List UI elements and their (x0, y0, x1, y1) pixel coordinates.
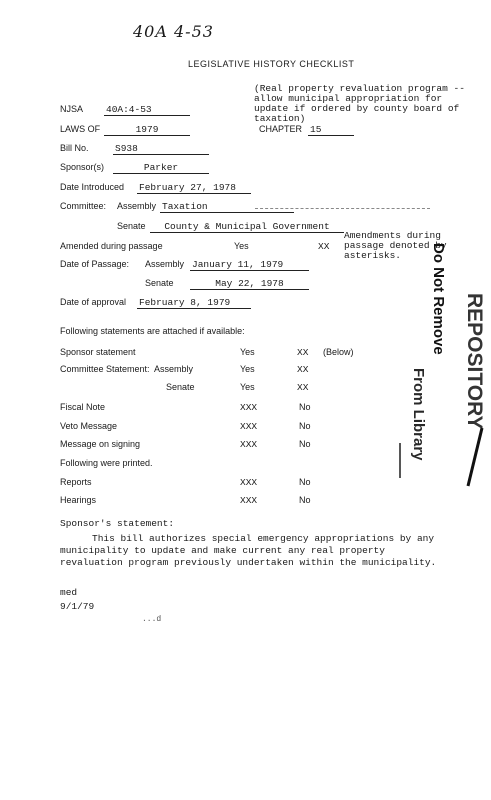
sponsor-statement-body: This bill authorizes special emergency appropriations by any municipality to update and make current any real property revaluation program previously undertaken within the municipality. (60, 533, 437, 568)
approval-value: February 8, 1979 (137, 297, 251, 309)
chapter-label: CHAPTER (259, 124, 303, 134)
passage-senate-value: May 22, 1978 (190, 278, 309, 290)
statement-mark: XXX (240, 402, 258, 413)
approval-label: Date of approval (60, 297, 127, 307)
passage-label: Date of Passage: (60, 259, 130, 269)
stamp-line-2: From Library (410, 368, 427, 461)
committee-senate-value: County & Municipal Government (150, 221, 344, 233)
statement-label: Message on signing (60, 439, 141, 449)
library-stamp (378, 238, 488, 488)
committee-senate-label: Senate (117, 221, 146, 231)
statement-no: No (299, 421, 311, 431)
statement-mark: XX (297, 364, 309, 375)
sponsors-label: Sponsor(s) (60, 162, 105, 172)
laws-of-label: LAWS OF (60, 124, 101, 134)
committee-dashed-line (255, 208, 430, 209)
date-introduced-value: February 27, 1978 (137, 182, 251, 194)
statement-note: (Below) (323, 347, 354, 357)
njsa-value: 40A:4-53 (104, 104, 190, 116)
statement-mark: XX (297, 347, 309, 358)
njsa-label: NJSA (60, 104, 84, 114)
stamp-line-1: Do Not Remove (430, 243, 447, 355)
committee-assembly-label: Assembly (117, 201, 157, 211)
passage-senate-label: Senate (145, 278, 174, 288)
printed-no: No (299, 495, 311, 505)
statement-no: No (299, 402, 311, 412)
sponsor-statement-heading: Sponsor's statement: (60, 518, 175, 529)
statement-mark: XX (297, 382, 309, 393)
statement-yes: Yes (240, 382, 255, 392)
bill-no-value: S938 (113, 143, 209, 155)
sponsors-value: Parker (113, 162, 209, 174)
library-stamp-graphic (378, 238, 488, 488)
printed-mark: XXX (240, 477, 258, 488)
statement-mark: XXX (240, 439, 258, 450)
description-line-2: allow municipal appropriation for (254, 93, 443, 104)
description-line-1: (Real property revaluation program -- (254, 83, 465, 94)
printed-no: No (299, 477, 311, 487)
amended-yes: Yes (234, 241, 249, 251)
amended-mark: XX (318, 241, 330, 252)
amended-note-line-1: Amendments during (344, 230, 441, 241)
chapter-value: 15 (308, 124, 354, 136)
description-line-3: update if ordered by county board of (254, 103, 460, 114)
amended-note-line-3: asterisks. (344, 250, 402, 261)
stamp-word: REPOSITORY (463, 293, 486, 430)
printed-heading: Following were printed. (60, 458, 153, 468)
amended-label: Amended during passage (60, 241, 163, 251)
statement-label: Sponsor statement (60, 347, 136, 357)
amended-note-line-2: passage denoted by (344, 240, 447, 251)
attached-heading: Following statements are attached if available: (60, 326, 245, 336)
bill-no-label: Bill No. (60, 143, 89, 153)
document-title: LEGISLATIVE HISTORY CHECKLIST (188, 59, 355, 69)
passage-assembly-value: January 11, 1979 (190, 259, 309, 271)
statement-mark: XXX (240, 421, 258, 432)
statement-label: Veto Message (60, 421, 118, 431)
committee-label: Committee: (60, 201, 107, 211)
passage-assembly-label: Assembly (145, 259, 185, 269)
statement-no: No (299, 439, 311, 449)
statement-yes: Yes (240, 347, 255, 357)
printed-label: Hearings (60, 495, 97, 505)
statement-label: Senate (166, 382, 195, 392)
printed-mark: XXX (240, 495, 258, 506)
footer-mark: ...d (142, 615, 162, 624)
statement-yes: Yes (240, 364, 255, 374)
record-date: 9/1/79 (60, 601, 95, 612)
laws-of-value: 1979 (104, 124, 190, 136)
statement-label: Fiscal Note (60, 402, 106, 412)
printed-label: Reports (60, 477, 92, 487)
handwritten-id: 40A 4-53 (133, 22, 214, 41)
committee-assembly-value: Taxation (160, 201, 294, 213)
initials: med (60, 587, 78, 598)
date-introduced-label: Date Introduced (60, 182, 125, 192)
description-line-4: taxation) (254, 113, 306, 124)
statement-label: Committee Statement: Assembly (60, 364, 194, 374)
